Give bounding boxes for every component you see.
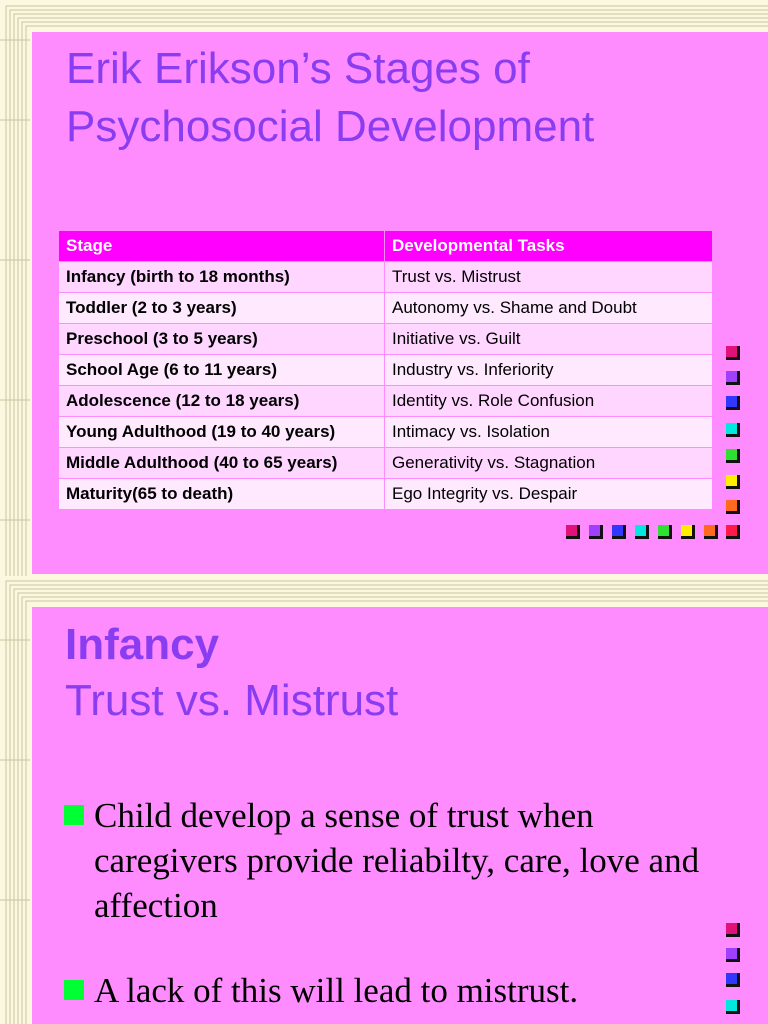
decor-square bbox=[566, 525, 580, 539]
decor-square bbox=[726, 396, 740, 410]
stage-cell: School Age (6 to 11 years) bbox=[59, 355, 385, 386]
decor-square bbox=[726, 500, 740, 514]
decor-square bbox=[726, 1000, 740, 1014]
decor-square bbox=[726, 423, 740, 437]
decor-square bbox=[726, 525, 740, 539]
bullet-square-icon bbox=[64, 980, 84, 1000]
table-row bbox=[59, 262, 713, 293]
decor-square bbox=[589, 525, 603, 539]
list-item bbox=[63, 968, 713, 1013]
task-cell: Industry vs. Inferiority bbox=[385, 355, 713, 386]
column-header-tasks: Developmental Tasks bbox=[385, 231, 713, 262]
task-cell: Intimacy vs. Isolation bbox=[385, 417, 713, 448]
table-row bbox=[59, 324, 713, 355]
task-cell: Autonomy vs. Shame and Doubt bbox=[385, 293, 713, 324]
table-row bbox=[59, 448, 713, 479]
slide-title bbox=[65, 617, 398, 729]
bullet-text: Child develop a sense of trust when caregivers provide reliabilty, care, love and affection bbox=[94, 796, 700, 925]
slide-infancy bbox=[32, 607, 768, 1024]
task-cell: Ego Integrity vs. Despair bbox=[385, 479, 713, 510]
slide-title-stage: Infancy bbox=[65, 620, 220, 669]
table-row bbox=[59, 293, 713, 324]
table-row bbox=[59, 355, 713, 386]
stage-cell: Preschool (3 to 5 years) bbox=[59, 324, 385, 355]
slide-title-line-1: Erik Erikson’s Stages of bbox=[66, 44, 530, 93]
stage-cell: Young Adulthood (19 to 40 years) bbox=[59, 417, 385, 448]
table-row bbox=[59, 386, 713, 417]
stage-cell: Toddler (2 to 3 years) bbox=[59, 293, 385, 324]
decor-square bbox=[726, 973, 740, 987]
decor-square bbox=[635, 525, 649, 539]
stages-table bbox=[58, 230, 713, 510]
slide-title-line-2: Psychosocial Development bbox=[66, 102, 595, 151]
decor-square bbox=[726, 449, 740, 463]
decor-square bbox=[726, 346, 740, 360]
decor-square bbox=[726, 371, 740, 385]
table-row bbox=[59, 479, 713, 510]
stage-cell: Middle Adulthood (40 to 65 years) bbox=[59, 448, 385, 479]
stage-cell: Adolescence (12 to 18 years) bbox=[59, 386, 385, 417]
decor-square bbox=[704, 525, 718, 539]
stage-cell: Maturity(65 to death) bbox=[59, 479, 385, 510]
decor-square bbox=[726, 475, 740, 489]
table-row bbox=[59, 417, 713, 448]
slide-title-task: Trust vs. Mistrust bbox=[65, 676, 399, 725]
slide-title bbox=[66, 40, 746, 156]
column-header-stage: Stage bbox=[59, 231, 385, 262]
decor-square bbox=[658, 525, 672, 539]
task-cell: Identity vs. Role Confusion bbox=[385, 386, 713, 417]
task-cell: Generativity vs. Stagnation bbox=[385, 448, 713, 479]
decor-square bbox=[612, 525, 626, 539]
table-header-row bbox=[59, 231, 713, 262]
stage-cell: Infancy (birth to 18 months) bbox=[59, 262, 385, 293]
decor-square bbox=[681, 525, 695, 539]
bullet-list bbox=[63, 793, 713, 1013]
decor-square bbox=[726, 948, 740, 962]
slide-stages-overview bbox=[32, 32, 768, 574]
task-cell: Initiative vs. Guilt bbox=[385, 324, 713, 355]
bullet-text: A lack of this will lead to mistrust. bbox=[94, 971, 579, 1010]
bullet-square-icon bbox=[64, 805, 84, 825]
list-item bbox=[63, 793, 713, 928]
task-cell: Trust vs. Mistrust bbox=[385, 262, 713, 293]
decor-square bbox=[726, 923, 740, 937]
